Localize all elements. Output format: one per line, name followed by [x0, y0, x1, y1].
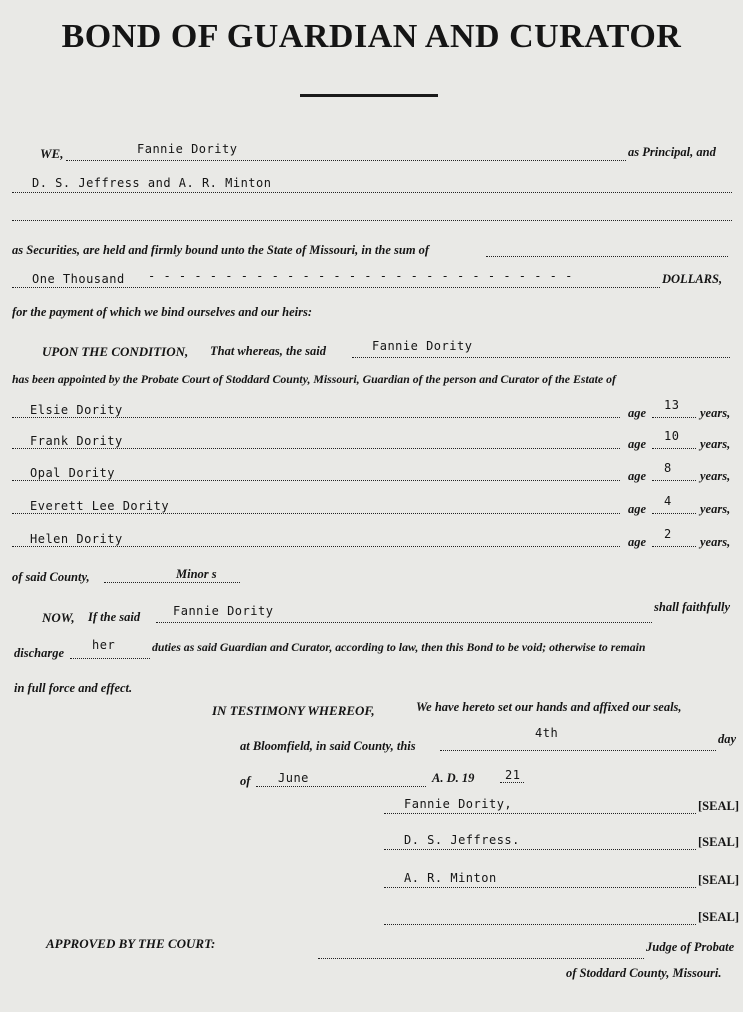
year-value: 21 — [505, 768, 521, 782]
day-value: 4th — [535, 726, 559, 740]
minor-name: Helen Dority — [30, 532, 123, 546]
age-line — [652, 513, 696, 514]
dollars-label: DOLLARS, — [662, 272, 723, 286]
ad-label: A. D. 19 — [432, 771, 475, 785]
judge-line — [318, 958, 644, 959]
as-principal-label: as Principal, and — [628, 145, 716, 159]
sum-dashes: - - - - - - - - - - - - - - - - - - - - - - - - - - - - — [148, 269, 573, 283]
county-text: of said County, — [12, 570, 90, 584]
month-line — [256, 786, 426, 787]
principal-name: Fannie Dority — [137, 142, 238, 156]
minor-line — [12, 417, 620, 418]
document-title: BOND OF GUARDIAN AND CURATOR — [61, 18, 682, 55]
signature-name: A. R. Minton — [404, 871, 497, 885]
age-label: age — [628, 535, 647, 549]
years-label: years, — [700, 502, 731, 516]
seal-label: [SEAL] — [698, 910, 739, 924]
signature-name: D. S. Jeffress. — [404, 833, 520, 847]
of-label: of — [240, 774, 251, 788]
signature-line — [384, 924, 696, 925]
signature-name: Fannie Dority, — [404, 797, 513, 811]
minor-name: Everett Lee Dority — [30, 499, 170, 513]
title-divider — [300, 94, 438, 97]
discharge-pronoun: her — [92, 638, 116, 652]
now-label: NOW, — [42, 610, 75, 625]
signature-line — [384, 813, 696, 814]
seal-label: [SEAL] — [698, 873, 739, 887]
blank-line — [12, 220, 732, 221]
age-label: age — [628, 469, 647, 483]
age-line — [652, 480, 696, 481]
securities-text: as Securities, are held and firmly bound unto the State of Missouri, in the sum of — [12, 243, 430, 257]
month-value: June — [278, 771, 309, 785]
age-line — [652, 417, 696, 418]
now-text: If the said — [88, 610, 141, 624]
minor-age: 13 — [664, 398, 680, 412]
amount-line — [12, 287, 660, 288]
age-label: age — [628, 437, 647, 451]
seal-label: [SEAL] — [698, 799, 739, 813]
principal-line — [66, 160, 626, 161]
condition-line — [352, 357, 730, 358]
faithfully-text: shall faithfully — [654, 600, 731, 614]
county-court-label: of Stoddard County, Missouri. — [566, 966, 722, 980]
signature-line — [384, 887, 696, 888]
minor-age: 4 — [664, 494, 672, 508]
minor-name: Frank Dority — [30, 434, 123, 448]
force-text: in full force and effect. — [14, 681, 133, 695]
securities-line — [12, 192, 732, 193]
minor-name: Elsie Dority — [30, 403, 123, 417]
year-line — [500, 782, 524, 783]
testimony-label: IN TESTIMONY WHEREOF, — [212, 703, 375, 718]
minor-name: Opal Dority — [30, 466, 115, 480]
pronoun-line — [70, 658, 150, 659]
payment-text: for the payment of which we bind ourselves and our heirs: — [12, 305, 313, 319]
now-line — [156, 622, 652, 623]
condition-text: That whereas, the said — [210, 344, 326, 358]
testimony-text: We have hereto set our hands and affixed our seals, — [416, 700, 682, 714]
approved-label: APPROVED BY THE COURT: — [46, 936, 216, 951]
bloomfield-text: at Bloomfield, in said County, this — [240, 739, 416, 753]
now-name: Fannie Dority — [173, 604, 274, 618]
sum-line — [486, 256, 728, 257]
minor-line — [12, 480, 620, 481]
judge-label: Judge of Probate — [646, 940, 735, 954]
age-line — [652, 448, 696, 449]
condition-name: Fannie Dority — [372, 339, 473, 353]
years-label: years, — [700, 437, 731, 451]
years-label: years, — [700, 535, 731, 549]
minor-age: 8 — [664, 461, 672, 475]
age-line — [652, 546, 696, 547]
seal-label: [SEAL] — [698, 835, 739, 849]
appointed-text: has been appointed by the Probate Court of Stoddard County, Missouri, Guardian of the person and Curator of the Estate of — [12, 372, 616, 386]
condition-label: UPON THE CONDITION, — [42, 344, 189, 359]
minor-age: 2 — [664, 527, 672, 541]
day-label: day — [718, 732, 737, 746]
day-line — [440, 750, 716, 751]
discharge-label: discharge — [14, 646, 64, 660]
years-label: years, — [700, 469, 731, 483]
age-label: age — [628, 406, 647, 420]
minor-age: 10 — [664, 429, 680, 443]
sum-amount: One Thousand — [32, 272, 125, 286]
minor-line — [12, 448, 620, 449]
we-label: WE, — [40, 146, 64, 161]
signature-line — [384, 849, 696, 850]
minor-line — [12, 546, 620, 547]
age-label: age — [628, 502, 647, 516]
securities-names: D. S. Jeffress and A. R. Minton — [32, 176, 272, 190]
minor-line — [12, 513, 620, 514]
duties-text: duties as said Guardian and Curator, according to law, then this Bond to be void; otherwise to remain — [152, 640, 646, 654]
minors-word: Minor s — [176, 567, 217, 581]
county-line — [104, 582, 240, 583]
years-label: years, — [700, 406, 731, 420]
